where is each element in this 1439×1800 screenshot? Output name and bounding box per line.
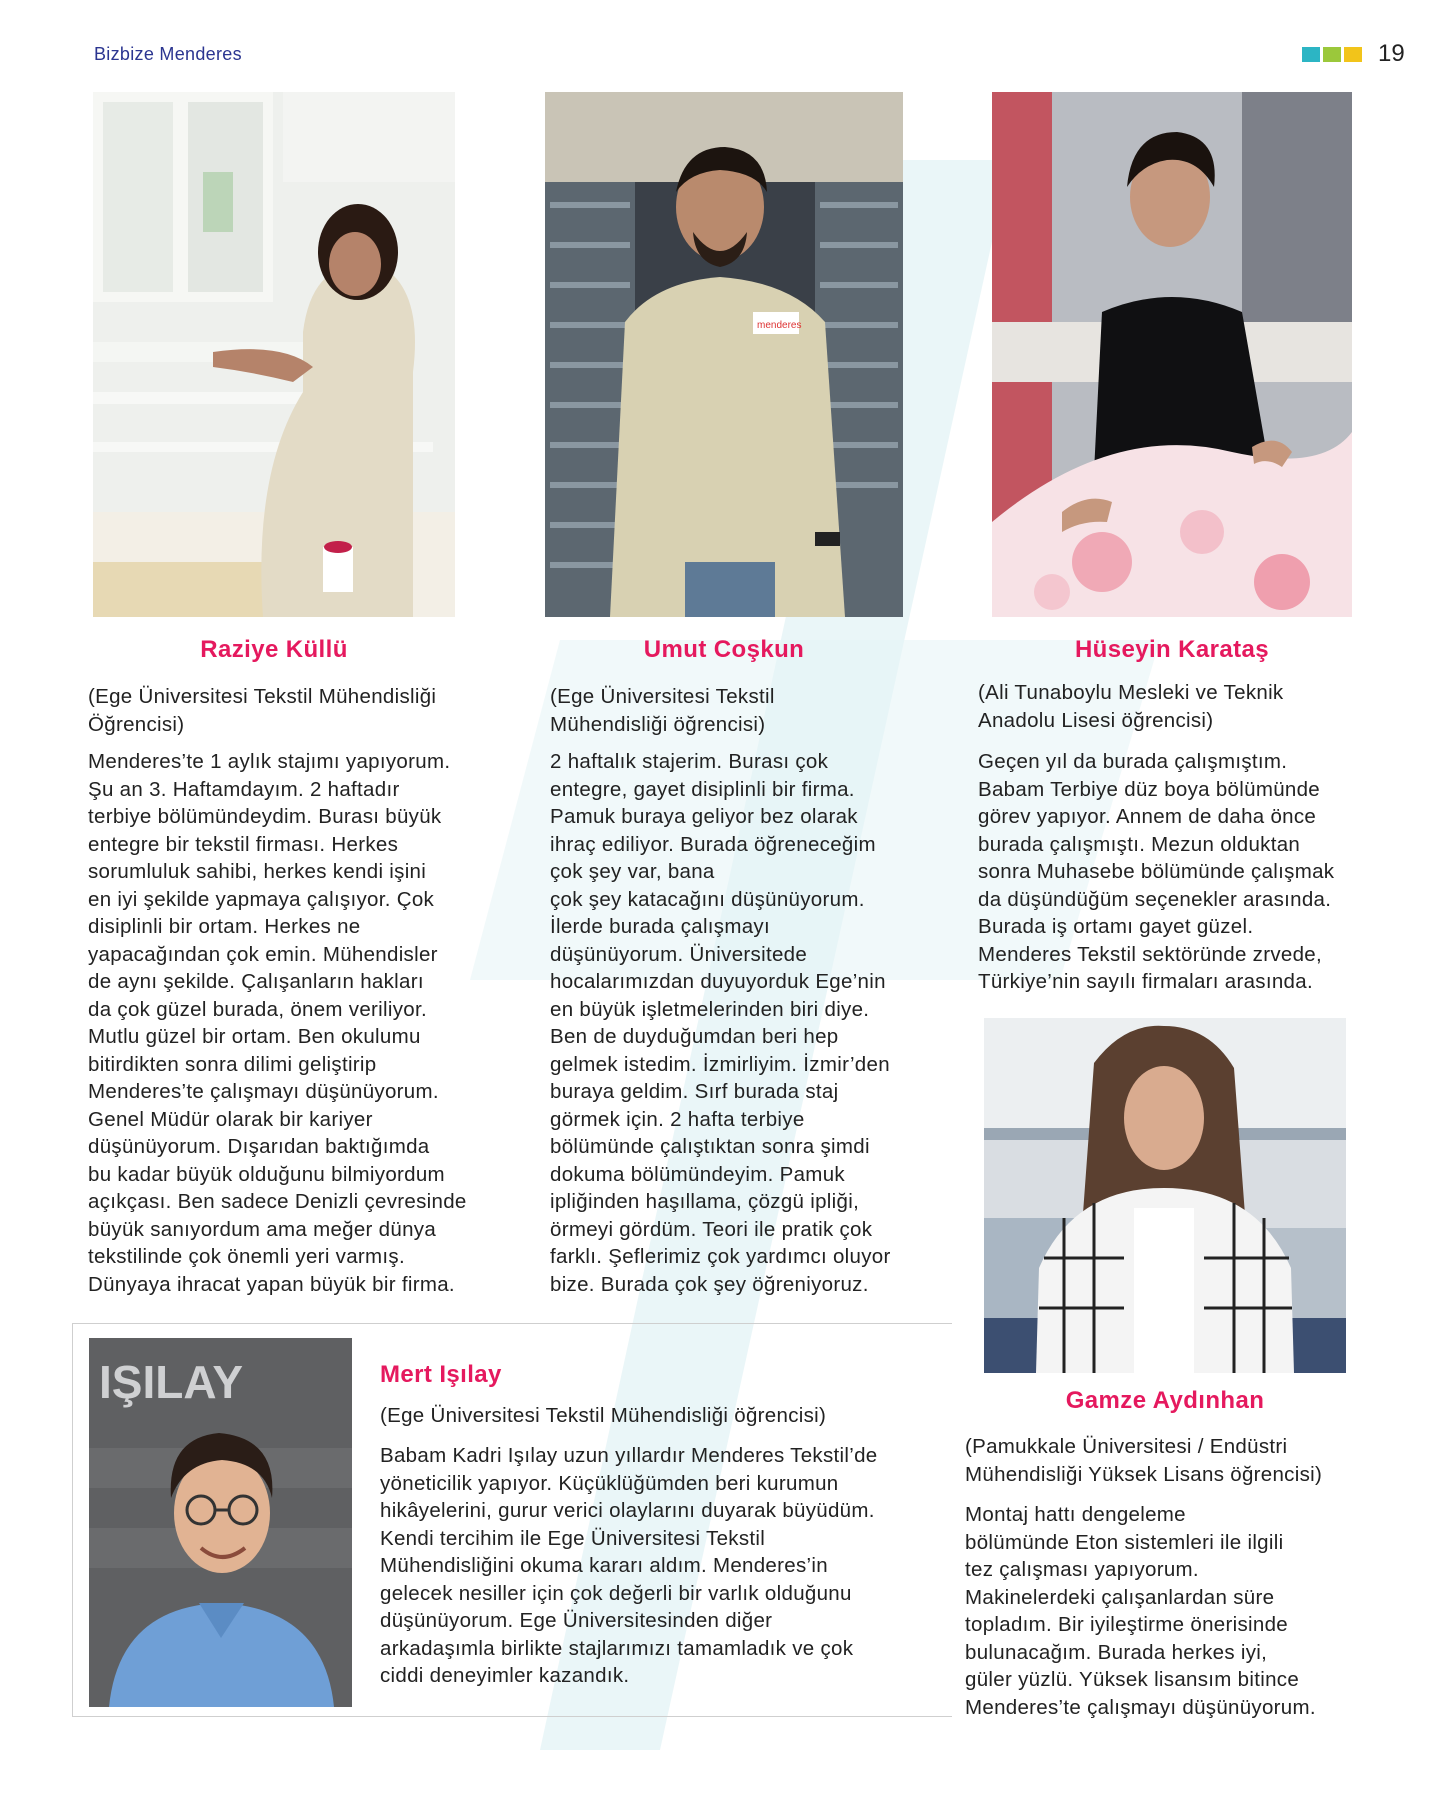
box-border-top <box>72 1323 952 1324</box>
company-badge-text: menderes <box>757 320 802 331</box>
person-name-gamze: Gamze Aydınhan <box>1065 1387 1265 1414</box>
photo-umut-coskun <box>545 92 903 617</box>
quote-umut: 2 haftalık stajerim. Burası çok entegre, gayet disiplinli bir firma. Pamuk buraya geliyor bez olarak ihraç ediliyor. Burada öğreneceğim çok şey var, bana çok şey katacağını düşünüyorum. İlerde burada çalışmayı düşünüyorum. Üniversitede hocalarımızdan duyuyorduk Ege’nin en büyük işletmelerinden biri diye. Ben de duyduğumdan beri hep gelmek istedim. İzmirliyim. İzmir’den buraya geldim. Sırf burada staj görmek için. 2 hafta terbiye bölümünde çalıştıktan sonra şimdi dokuma bölümündeyim. Pamuk ipliğinden haşıllama, çözgü ipliği, örmeyi gördüm. Teori ile pratik çok farklı. Şeflerimiz çok yardımcı oluyor bize. Burada çok şey öğreniyoruz. <box>550 750 891 1296</box>
affiliation-huseyin: (Ali Tunaboylu Mesleki ve Teknik Anadolu Lisesi öğrencisi) <box>978 681 1284 732</box>
photo-mert-isilay <box>89 1338 352 1707</box>
box-border-bottom <box>72 1716 952 1717</box>
photo-gamze-aydinhan <box>984 1018 1346 1373</box>
affiliation-mert: (Ege Üniversitesi Tekstil Mühendisliği öğrencisi) <box>380 1404 827 1427</box>
color-squares <box>1302 47 1362 62</box>
yellow-square <box>1344 47 1362 62</box>
person-name-mert: Mert Işılay <box>380 1361 502 1388</box>
quote-huseyin: Geçen yıl da burada çalışmıştım. Babam Terbiye düz boya bölümünde görev yapıyor. Annem de daha önce burada çalışmıştı. Mezun olduktan sonra Muhasebe bölümünde çalışmak da düşündüğüm seçenekler arasında. Burada iş ortamı gayet güzel. Menderes Tekstil sektöründe zrvede, Türkiye’nin sayılı firmaları arasında. <box>978 750 1335 993</box>
box-border-left <box>72 1323 73 1716</box>
person-name-raziye: Raziye Küllü <box>200 636 348 663</box>
cyan-square <box>1302 47 1320 62</box>
person-name-umut: Umut Coşkun <box>643 636 805 663</box>
quote-raziye: Menderes’te 1 aylık stajımı yapıyorum. Şu an 3. Haftamdayım. 2 haftadır terbiye bölümündeydim. Burası büyük entegre bir tekstil firması. Herkes sorumluluk sahibi, herkes kendi işini en iyi şekilde yapmaya çalışıyor. Çok disiplinli bir ortam. Herkes ne yapacağından çok emin. Mühendisler de aynı şekilde. Çalışanların hakları da çok güzel burada, önem veriliyor. Mutlu güzel bir ortam. Ben okulumu bitirdikten sonra dilimi geliştirip Menderes’te çalışmayı düşünüyorum. Genel Müdür olarak bir kariyer düşünüyorum. Dışarıdan baktığımda bu kadar büyük olduğunu bilmiyordum açıkçası. Ben sadece Denizli çevresinde büyük sanıyordum ama meğer dünya tekstilinde çok önemli yeri varmış. Dünyaya ihracat yapan büyük bir firma. <box>88 750 467 1296</box>
photo-huseyin-karatas <box>992 92 1352 617</box>
quote-gamze: Montaj hattı dengeleme bölümünde Eton sistemleri ile ilgili tez çalışması yapıyorum. Makinelerdeki çalışanlardan süre topladım. Bir iyileştirme önerisinde bulunacağım. Burada herkes iyi, güler yüzlü. Yüksek lisansım bitince Menderes’te çalışmayı düşünüyorum. <box>965 1503 1316 1719</box>
quote-mert: Babam Kadri Işılay uzun yıllardır Menderes Tekstil’de yöneticilik yapıyor. Küçüklüğümden beri kurumun hikâyelerini, gurur verici olaylarını duyarak büyüdüm. Kendi tercihim ile Ege Üniversitesi Tekstil Mühendisliğini okuma kararı aldım. Menderes’in gelecek nesiller için çok değerli bir varlık olduğunu düşünüyorum. Ege Üniversitesinden diğer arkadaşımla birlikte stajlarımızı tamamladık ve çok ciddi deneyimler kazandık. <box>380 1444 878 1687</box>
affiliation-gamze: (Pamukkale Üniversitesi / Endüstri Mühendisliği Yüksek Lisans öğrencisi) <box>965 1435 1323 1486</box>
affiliation-umut: (Ege Üniversitesi Tekstil Mühendisliği öğrencisi) <box>550 685 775 736</box>
green-square <box>1323 47 1341 62</box>
person-name-huseyin: Hüseyin Karataş <box>1074 636 1270 663</box>
publication-title: Bizbize Menderes <box>94 44 242 64</box>
page-number: 19 <box>1378 40 1405 67</box>
banner-text: IŞILAY <box>99 1356 244 1408</box>
affiliation-raziye: (Ege Üniversitesi Tekstil Mühendisliği Öğrencisi) <box>88 685 437 736</box>
photo-raziye-kullu <box>93 92 455 617</box>
